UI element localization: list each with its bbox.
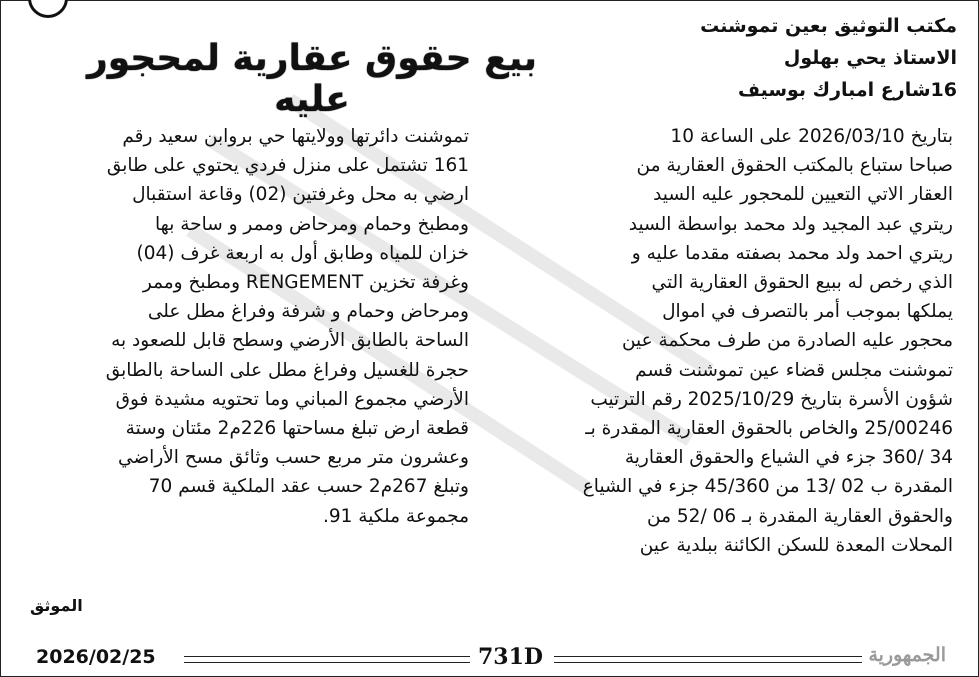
text-line: قطعة ارض تبلغ مساحتها 226م2 مئتان وستة — [125, 418, 469, 440]
announcement-code: 731D — [478, 644, 544, 670]
text-line: ومطبخ وحمام ومرحاض وممر و ساحة بها — [155, 213, 469, 235]
text-line: 25/00246 والخاص بالحقوق العقارية المقدرة بـ — [585, 418, 953, 440]
text-line: وغرفة تخزين RENGEMENT ومطبخ وممر — [142, 272, 469, 294]
footer-bar — [26, 644, 956, 670]
office-address: 16شارع امبارك بوسيف — [737, 79, 957, 101]
text-line: والحقوق العقارية المقدرة بـ 06 /52 من — [647, 505, 953, 527]
text-line: يملكها بموجب أمر بالتصرف في اموال — [662, 301, 953, 323]
text-line: حجرة للغسيل وفراغ مطل على الساحة بالطابق — [105, 359, 469, 381]
text-line: الذي رخص له ببيع الحقوق العقارية التي — [651, 272, 953, 294]
text-line: ريتري عبد المجيد ولد محمد بواسطة السيد — [628, 213, 953, 235]
text-line: شؤون الأسرة بتاريخ 2025/10/29 رقم الترتيب — [590, 388, 953, 410]
text-line: ريتري احمد ولد محمد بصفته مقدما عليه و — [631, 242, 953, 264]
text-line: ومرحاض وحمام و شرفة وفراغ مطل على — [147, 301, 469, 323]
text-line: 34 /360 جزء في الشياع والحقوق العقارية — [624, 447, 953, 469]
text-line: تموشنت مجلس قضاء عين تموشنت قسم — [635, 359, 953, 381]
text-line: خزان للمياه وطابق أول به اربعة غرف (04) — [136, 242, 469, 264]
text-line: تموشنت دائرتها وولايتها حي بروابن سعيد رقم — [122, 126, 469, 147]
office-name: مكتب التوثيق بعين تموشنت — [700, 15, 957, 37]
right-text-column — [505, 122, 953, 560]
publication-date: 2026/02/25 — [36, 646, 156, 668]
notary-signature-label: الموثق — [30, 596, 83, 615]
text-line: المحلات المعدة للسكن الكائنة ببلدية عين — [639, 534, 953, 556]
text-line: وعشرون متر مربع حسب وثائق مسح الأراضي — [118, 447, 469, 469]
footer-rule-left — [184, 656, 470, 663]
footer-rule-right — [554, 656, 862, 663]
text-line: الساحة بالطابق الأرضي وسطح قابل للصعود به — [111, 330, 469, 352]
notary-name: الاستاذ يحي بهلول — [783, 47, 957, 69]
text-line: الأرضي مجموع المباني وما تحتويه مشيدة فوق — [115, 388, 469, 410]
left-text-column — [13, 122, 469, 531]
text-line: وتبلغ 267م2 حسب عقد الملكية قسم 70 — [148, 476, 469, 498]
text-line: العقار الاتي التعيين للمحجور عليه السيد — [653, 184, 953, 206]
text-line: ارضي به محل وغرفتين (02) وقاعة استقبال — [132, 184, 469, 206]
text-line: مجموعة ملكية 91. — [322, 505, 469, 527]
text-line: بتاريخ 2026/03/10 على الساعة 10 — [670, 126, 953, 147]
notary-office-info — [700, 10, 957, 106]
newspaper-name: الجمهورية — [868, 644, 946, 666]
text-line: المقدرة ب 02 /13 من 45/360 جزء في الشياع — [582, 476, 953, 498]
text-line: صباحا ستباع بالمكتب الحقوق العقارية من — [636, 155, 953, 177]
text-line: محجور عليه الصادرة من طرف محكمة عين — [621, 330, 953, 352]
text-line: 161 تشتمل على منزل فردي يحتوي على طابق — [106, 155, 469, 177]
announcement-headline: بيع حقوق عقارية لمحجور عليه — [87, 38, 537, 120]
